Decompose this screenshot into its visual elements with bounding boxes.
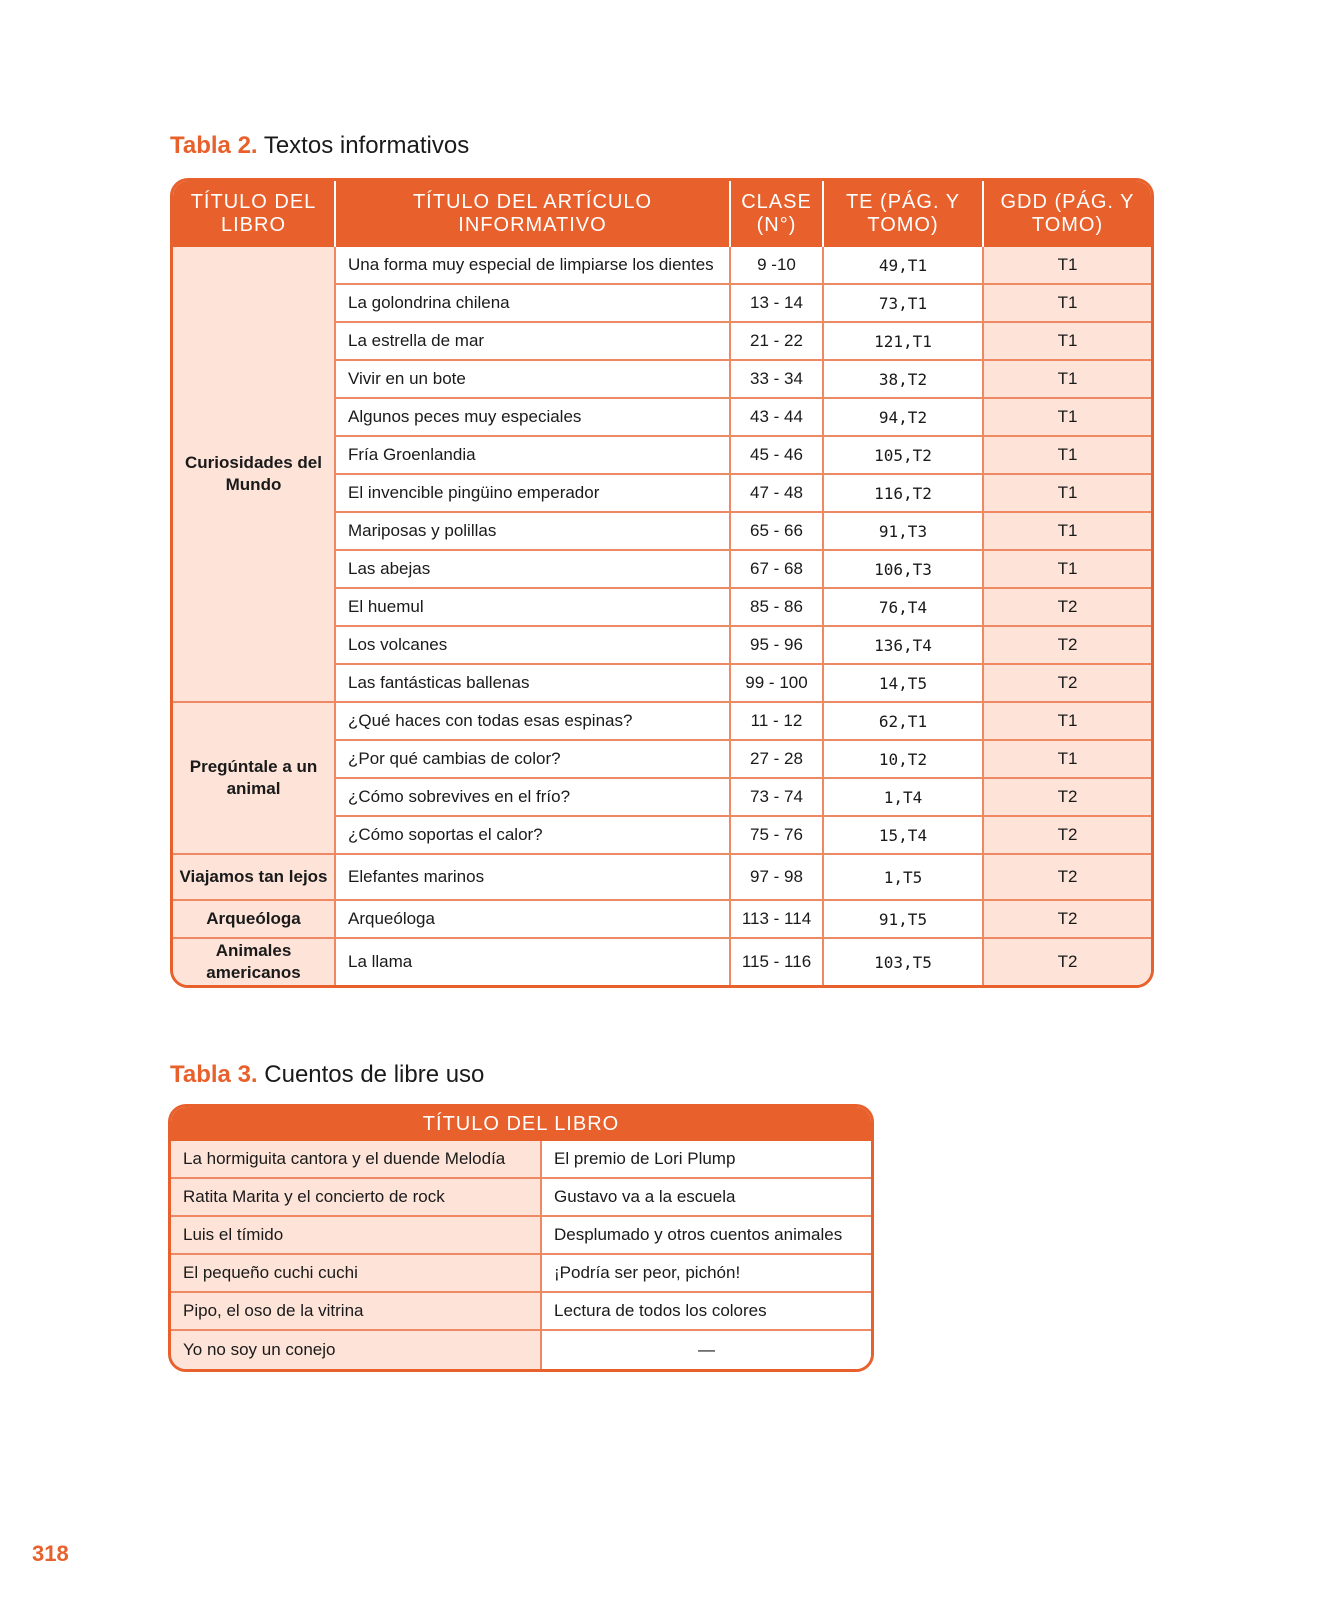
table-row [171, 1217, 871, 1255]
header-article-title: TÍTULO DEL ARTÍCULO INFORMATIVO [336, 181, 731, 247]
gdd-cell: T2 [984, 627, 1151, 665]
informative-texts-table [170, 178, 1154, 988]
article-title-cell: La golondrina chilena [336, 285, 731, 323]
book-title-cell: Luis el tímido [171, 1217, 542, 1255]
article-title-cell: Elefantes marinos [336, 855, 731, 901]
clase-cell: 27 - 28 [731, 741, 824, 779]
gdd-cell: T1 [984, 551, 1151, 589]
gdd-cell: T2 [984, 665, 1151, 703]
gdd-cell: T1 [984, 361, 1151, 399]
te-cell: 1,T4 [824, 779, 984, 817]
te-cell: 1,T5 [824, 855, 984, 901]
table3-body [171, 1141, 871, 1369]
article-title-cell: Arqueóloga [336, 901, 731, 939]
te-cell: 38,T2 [824, 361, 984, 399]
gdd-cell: T1 [984, 399, 1151, 437]
te-cell: 105,T2 [824, 437, 984, 475]
page-number: 318 [32, 1541, 69, 1566]
clase-cell: 97 - 98 [731, 855, 824, 901]
clase-cell: 21 - 22 [731, 323, 824, 361]
table2-body [173, 247, 1151, 985]
book-title-cell: El pequeño cuchi cuchi [171, 1255, 542, 1293]
clase-cell: 85 - 86 [731, 589, 824, 627]
gdd-cell: T2 [984, 589, 1151, 627]
article-title-cell: ¿Por qué cambias de color? [336, 741, 731, 779]
book-title-cell: Desplumado y otros cuentos animales [542, 1217, 871, 1255]
gdd-cell: T2 [984, 779, 1151, 817]
gdd-cell: T1 [984, 323, 1151, 361]
table3-caption-label: Tabla 3. [170, 1061, 258, 1088]
header-book-title: TÍTULO DEL LIBRO [171, 1107, 871, 1141]
table-row [173, 855, 1151, 901]
article-title-cell: El invencible pingüino emperador [336, 475, 731, 513]
book-title-cell: Pregúntale a un animal [173, 703, 336, 855]
gdd-cell: T1 [984, 437, 1151, 475]
table-row [171, 1331, 871, 1369]
book-title-cell: Ratita Marita y el concierto de rock [171, 1179, 542, 1217]
gdd-cell: T1 [984, 475, 1151, 513]
article-title-cell: Las abejas [336, 551, 731, 589]
gdd-cell: T2 [984, 855, 1151, 901]
clase-cell: 113 - 114 [731, 901, 824, 939]
gdd-cell: T2 [984, 901, 1151, 939]
book-title-cell: Animales americanos [173, 939, 336, 985]
book-title-cell: Gustavo va a la escuela [542, 1179, 871, 1217]
clase-cell: 43 - 44 [731, 399, 824, 437]
clase-cell: 65 - 66 [731, 513, 824, 551]
te-cell: 106,T3 [824, 551, 984, 589]
article-title-cell: Una forma muy especial de limpiarse los dientes [336, 247, 731, 285]
article-title-cell: Los volcanes [336, 627, 731, 665]
table-row [171, 1255, 871, 1293]
article-title-cell: Fría Groenlandia [336, 437, 731, 475]
clase-cell: 95 - 96 [731, 627, 824, 665]
table-row [171, 1141, 871, 1179]
book-title-cell: El premio de Lori Plump [542, 1141, 871, 1179]
book-title-cell: Pipo, el oso de la vitrina [171, 1293, 542, 1331]
header-book-title: TÍTULO DEL LIBRO [173, 181, 336, 247]
gdd-cell: T1 [984, 513, 1151, 551]
te-cell: 94,T2 [824, 399, 984, 437]
te-cell: 15,T4 [824, 817, 984, 855]
table2-caption [170, 132, 469, 160]
book-title-cell: ¡Podría ser peor, pichón! [542, 1255, 871, 1293]
gdd-cell: T1 [984, 741, 1151, 779]
table3-header-row [171, 1107, 871, 1141]
table-row [173, 703, 1151, 741]
article-title-cell: El huemul [336, 589, 731, 627]
gdd-cell: T2 [984, 817, 1151, 855]
table2-header-row [173, 181, 1151, 247]
book-title-cell: Arqueóloga [173, 901, 336, 939]
clase-cell: 99 - 100 [731, 665, 824, 703]
table-row [173, 247, 1151, 285]
clase-cell: 9 -10 [731, 247, 824, 285]
te-cell: 91,T5 [824, 901, 984, 939]
clase-cell: 73 - 74 [731, 779, 824, 817]
header-clase: CLASE (N°) [731, 181, 824, 247]
clase-cell: 13 - 14 [731, 285, 824, 323]
te-cell: 121,T1 [824, 323, 984, 361]
book-title-cell: — [542, 1331, 871, 1369]
te-cell: 73,T1 [824, 285, 984, 323]
gdd-cell: T2 [984, 939, 1151, 985]
article-title-cell: ¿Cómo sobrevives en el frío? [336, 779, 731, 817]
book-title-cell: Yo no soy un conejo [171, 1331, 542, 1369]
te-cell: 91,T3 [824, 513, 984, 551]
article-title-cell: Mariposas y polillas [336, 513, 731, 551]
article-title-cell: La llama [336, 939, 731, 985]
header-gdd: GDD (PÁG. Y TOMO) [984, 181, 1151, 247]
te-cell: 10,T2 [824, 741, 984, 779]
book-title-cell: Curiosidades del Mundo [173, 247, 336, 703]
clase-cell: 33 - 34 [731, 361, 824, 399]
free-stories-table [168, 1104, 874, 1372]
article-title-cell: ¿Qué haces con todas esas espinas? [336, 703, 731, 741]
book-title-cell: Lectura de todos los colores [542, 1293, 871, 1331]
clase-cell: 45 - 46 [731, 437, 824, 475]
gdd-cell: T1 [984, 247, 1151, 285]
te-cell: 136,T4 [824, 627, 984, 665]
article-title-cell: Vivir en un bote [336, 361, 731, 399]
clase-cell: 67 - 68 [731, 551, 824, 589]
te-cell: 76,T4 [824, 589, 984, 627]
gdd-cell: T1 [984, 703, 1151, 741]
header-te: TE (PÁG. Y TOMO) [824, 181, 984, 247]
gdd-cell: T1 [984, 285, 1151, 323]
table3-caption-text: Cuentos de libre uso [264, 1061, 485, 1088]
article-title-cell: Las fantásticas ballenas [336, 665, 731, 703]
article-title-cell: La estrella de mar [336, 323, 731, 361]
te-cell: 49,T1 [824, 247, 984, 285]
table-row [173, 901, 1151, 939]
te-cell: 62,T1 [824, 703, 984, 741]
clase-cell: 11 - 12 [731, 703, 824, 741]
table2-caption-label: Tabla 2. [170, 132, 258, 159]
article-title-cell: Algunos peces muy especiales [336, 399, 731, 437]
article-title-cell: ¿Cómo soportas el calor? [336, 817, 731, 855]
clase-cell: 75 - 76 [731, 817, 824, 855]
book-title-cell: Viajamos tan lejos [173, 855, 336, 901]
table2-caption-text: Textos informativos [263, 132, 470, 159]
te-cell: 14,T5 [824, 665, 984, 703]
table-row [171, 1293, 871, 1331]
te-cell: 103,T5 [824, 939, 984, 985]
table-row [173, 939, 1151, 985]
clase-cell: 47 - 48 [731, 475, 824, 513]
table-row [171, 1179, 871, 1217]
clase-cell: 115 - 116 [731, 939, 824, 985]
table3-caption [170, 1061, 484, 1089]
book-title-cell: La hormiguita cantora y el duende Melodía [171, 1141, 542, 1179]
te-cell: 116,T2 [824, 475, 984, 513]
